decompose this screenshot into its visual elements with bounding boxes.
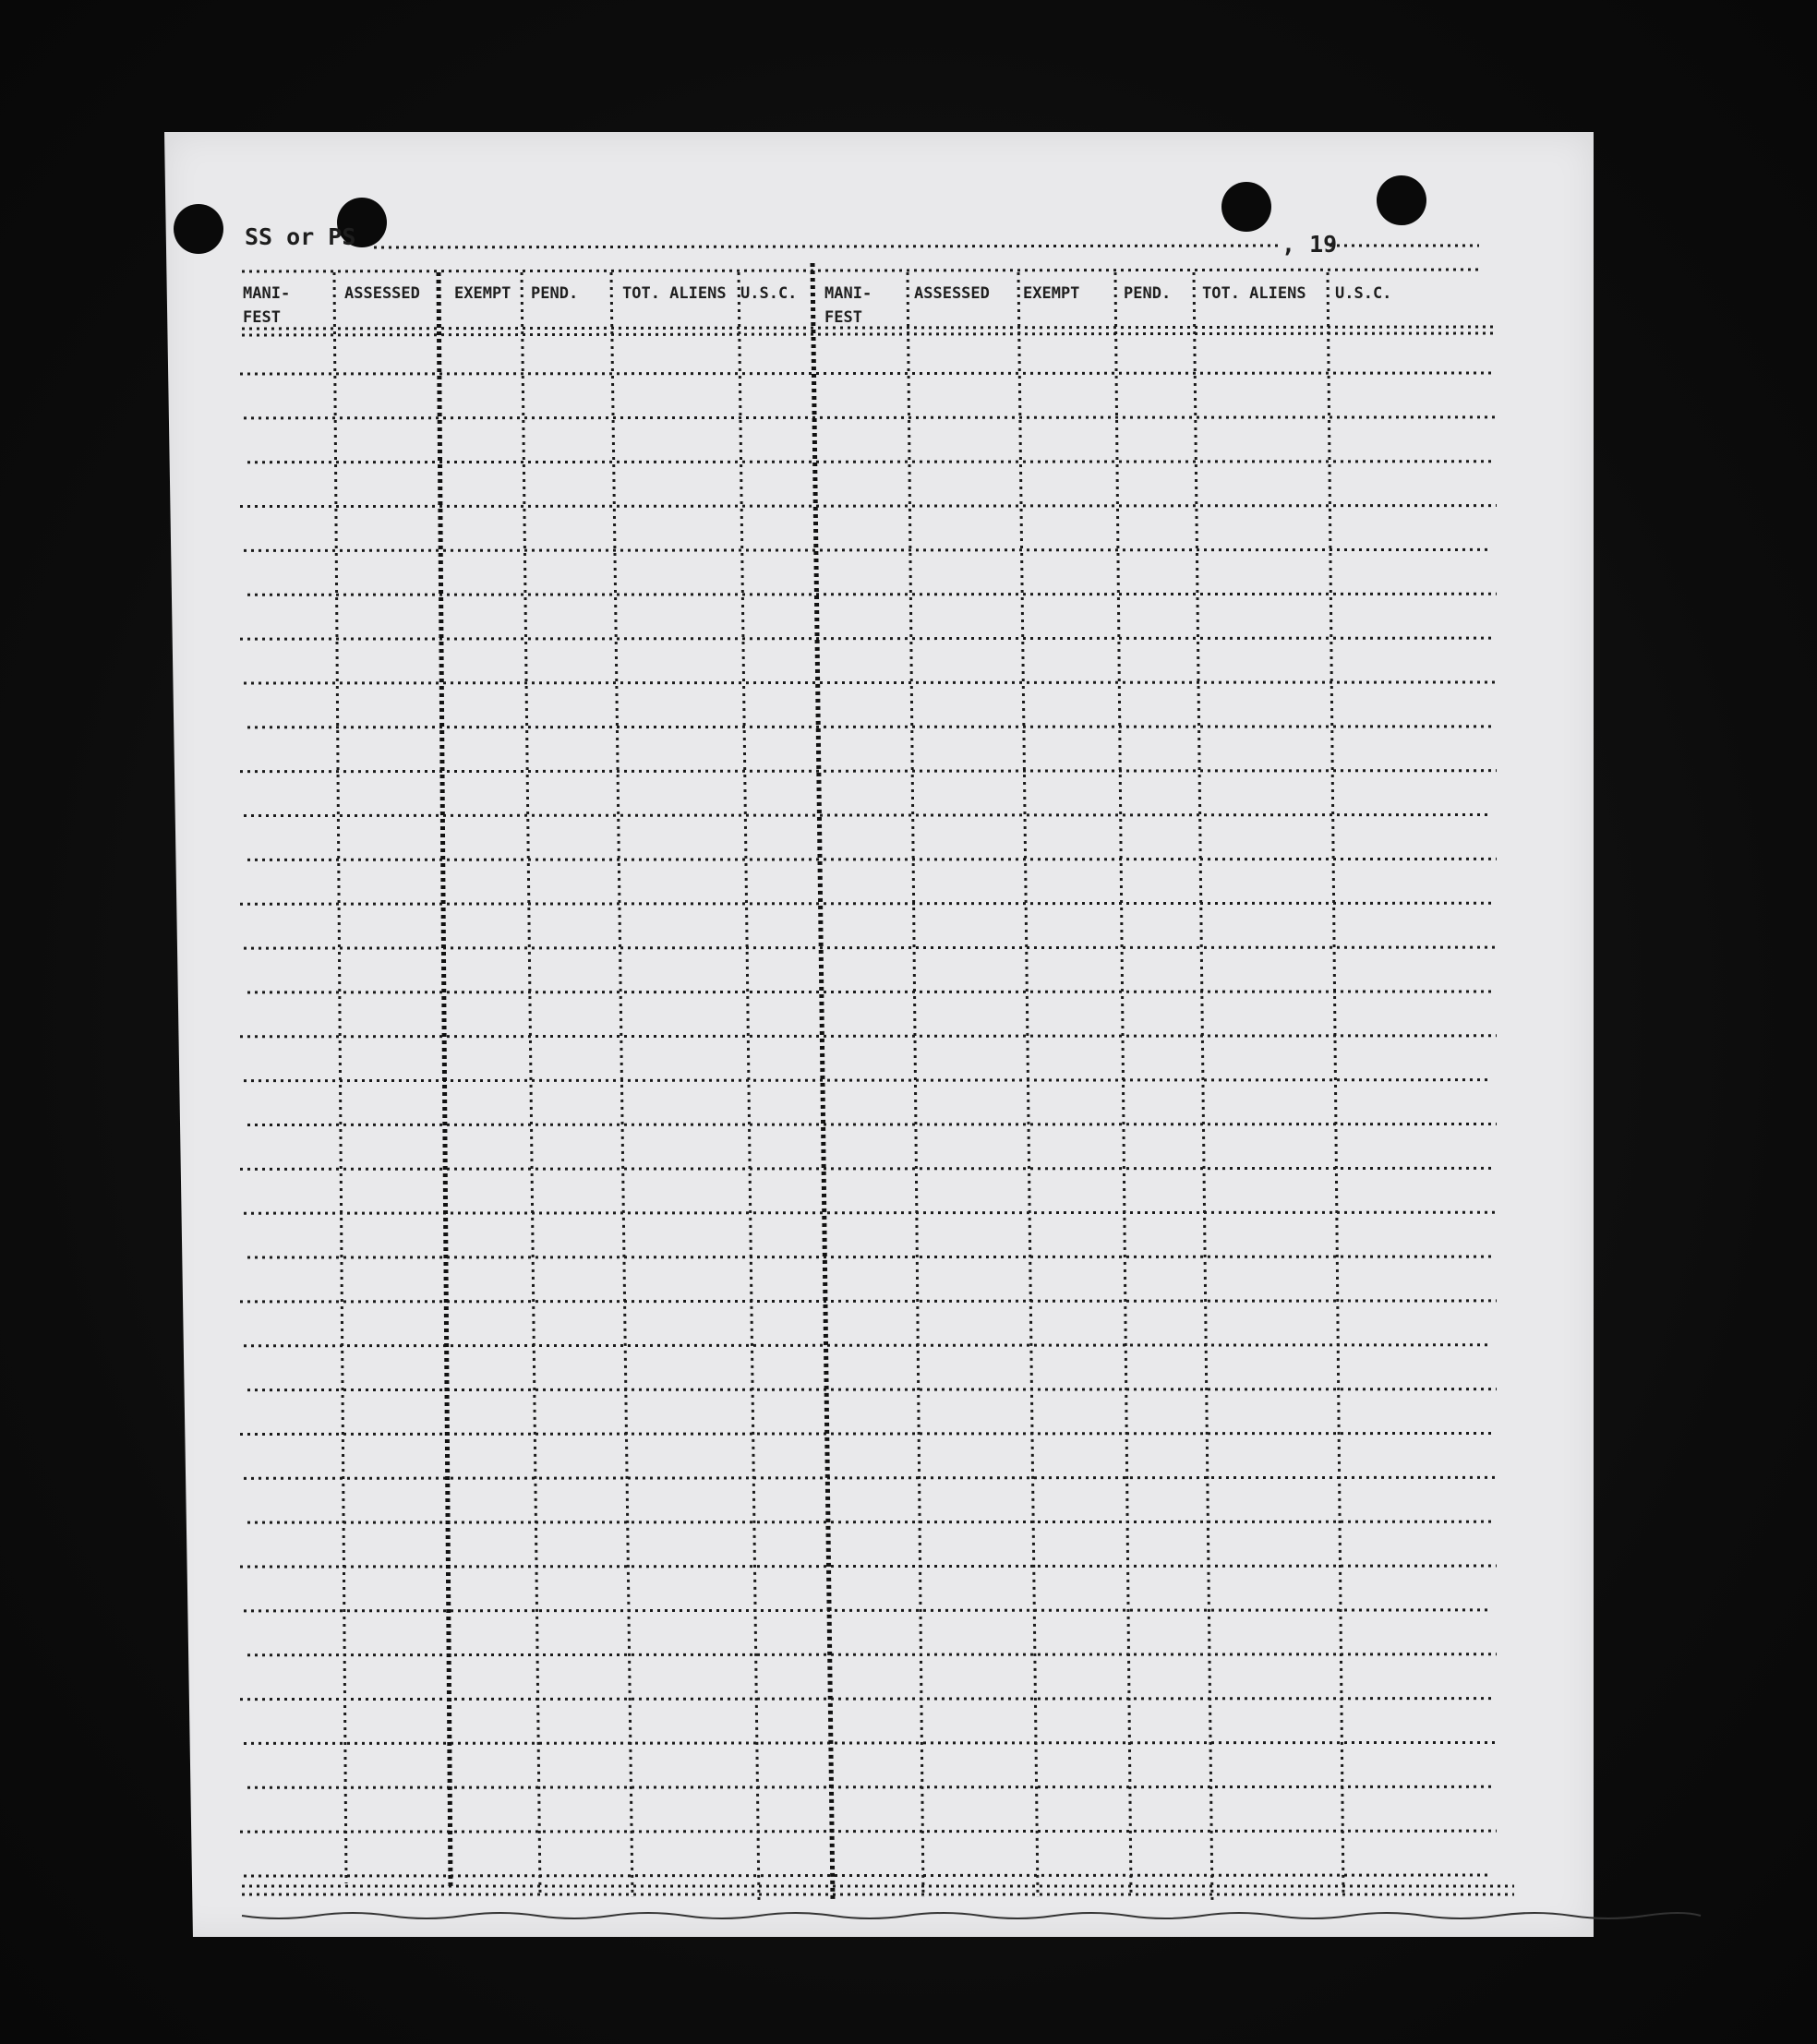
column-rule — [439, 272, 451, 1888]
col-head-pend-right: PEND. — [1124, 284, 1172, 303]
row-rule — [240, 506, 1497, 507]
row-rule — [244, 417, 1497, 418]
row-rule — [240, 373, 1491, 374]
col-head-line: MANI- — [824, 284, 872, 303]
col-head-exempt-right: EXEMPT — [1023, 284, 1080, 303]
column-rule — [522, 272, 540, 1893]
row-rule — [244, 1080, 1491, 1081]
row-rule — [247, 1786, 1491, 1787]
row-rule — [244, 1742, 1497, 1743]
column-rule — [334, 272, 346, 1883]
col-head-tot-aliens-right: TOT. ALIENS — [1202, 284, 1306, 303]
col-head-usc-right: U.S.C. — [1335, 284, 1392, 303]
row-rule — [247, 1521, 1491, 1522]
column-rule — [908, 272, 923, 1897]
header-bottom-rule — [242, 333, 1494, 335]
column-rule — [1115, 272, 1131, 1893]
col-head-pend-left: PEND. — [531, 284, 579, 303]
row-rule — [244, 1875, 1491, 1876]
col-head-line: MANI- — [243, 284, 291, 303]
column-rule — [1018, 272, 1038, 1897]
header-date-rule — [374, 246, 1279, 247]
column-rule — [739, 272, 759, 1902]
row-rule — [240, 1831, 1497, 1832]
column-rule — [1194, 272, 1212, 1902]
row-rule — [247, 594, 1497, 595]
row-rule — [240, 1168, 1491, 1169]
row-rule — [247, 462, 1491, 463]
row-rule — [240, 1036, 1497, 1037]
year-label: , 19 — [1282, 231, 1338, 258]
col-head-line: FEST — [824, 308, 862, 327]
row-rules — [240, 246, 1514, 1894]
col-head-assessed-right: ASSESSED — [914, 284, 990, 303]
row-rule — [240, 903, 1491, 904]
row-rule — [244, 815, 1491, 816]
row-rule — [244, 947, 1497, 948]
row-rule — [244, 1345, 1491, 1346]
row-rule — [240, 1566, 1497, 1567]
row-rule — [240, 1699, 1491, 1700]
col-head-line: FEST — [243, 308, 281, 327]
row-rule — [240, 638, 1491, 639]
row-rule — [244, 1610, 1491, 1611]
row-rule — [244, 549, 1491, 550]
row-rule — [247, 859, 1497, 860]
row-rule — [244, 682, 1497, 683]
col-head-assessed-left: ASSESSED — [344, 284, 420, 303]
row-rule — [244, 1477, 1497, 1478]
header-bottom-rule — [242, 327, 1494, 329]
header-top-rule — [242, 270, 1482, 271]
row-rule — [247, 1256, 1491, 1257]
col-head-usc-left: U.S.C. — [740, 284, 798, 303]
row-rule — [247, 1124, 1497, 1125]
vessel-label: SS or PS — [245, 223, 356, 250]
row-rule — [240, 1433, 1491, 1434]
row-rule — [240, 771, 1497, 772]
row-rule — [244, 1212, 1497, 1213]
col-head-exempt-left: EXEMPT — [454, 284, 511, 303]
row-rule — [247, 1389, 1497, 1390]
col-head-tot-aliens-left: TOT. ALIENS — [622, 284, 727, 303]
column-rule — [611, 272, 632, 1897]
column-rule — [812, 263, 833, 1902]
row-rule — [247, 1654, 1497, 1655]
row-rule — [240, 1301, 1497, 1302]
bottom-torn-edge — [242, 1913, 1701, 1918]
